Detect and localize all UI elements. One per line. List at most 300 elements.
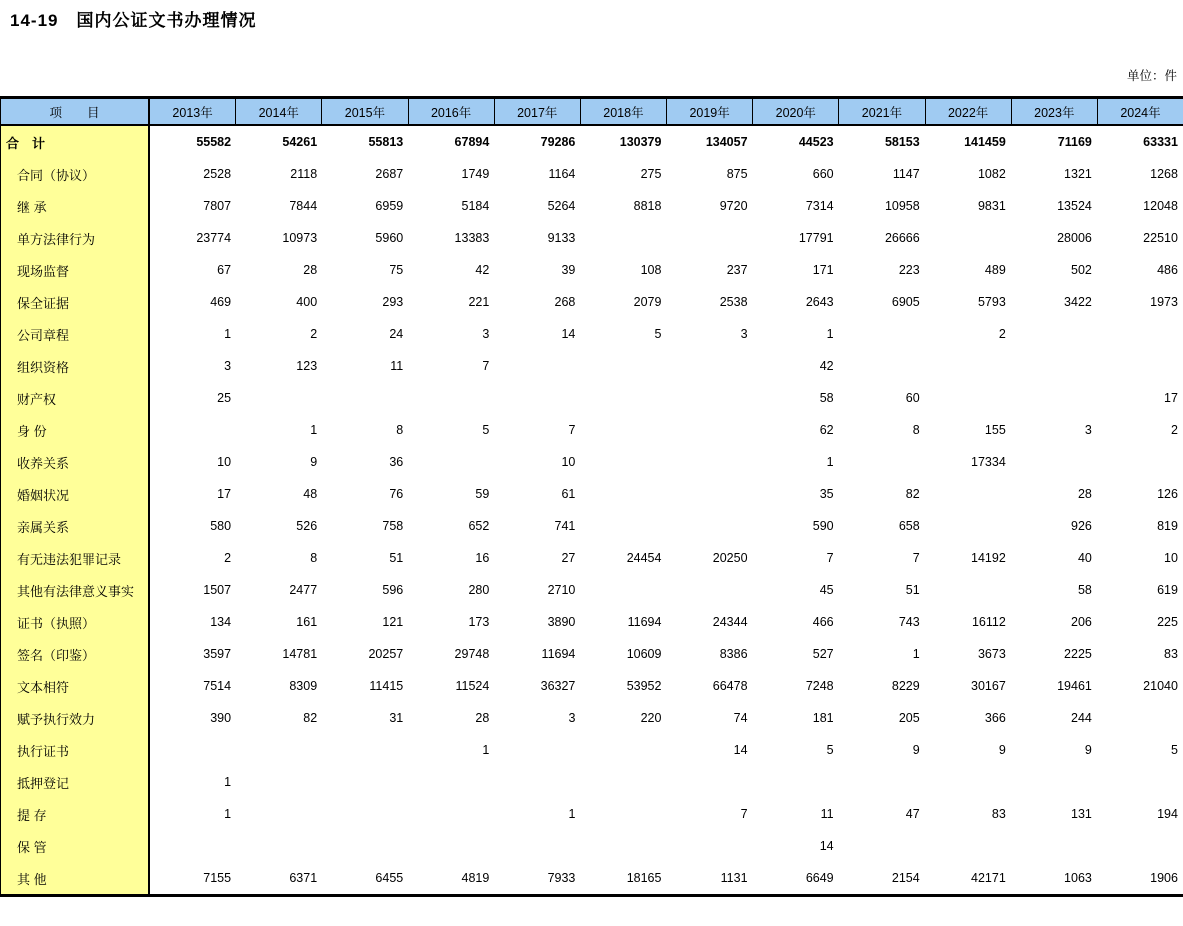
cell-value: 45 (819, 583, 834, 597)
cell-value (322, 382, 408, 414)
cell-value: 42 (819, 359, 834, 373)
column-header-year-12: 2024年 (1120, 105, 1161, 120)
cell-value: 10 (561, 455, 576, 469)
row-label: 有无违法犯罪记录 (1, 542, 150, 574)
cell-value: 5184 (461, 199, 490, 213)
cell-value: 1147 (892, 167, 920, 181)
cell-value: 2643 (805, 295, 834, 309)
cell-value: 82 (303, 711, 318, 725)
cell-value: 13524 (1057, 199, 1092, 213)
cell-value: 7155 (203, 871, 232, 885)
cell-value: 11 (390, 359, 404, 373)
cell-value: 28 (475, 711, 490, 725)
cell-value: 108 (640, 263, 662, 277)
cell-value: 5 (482, 423, 490, 437)
table-row (1, 510, 1183, 542)
cell-value: 28006 (1057, 231, 1092, 245)
cell-value: 926 (1071, 519, 1092, 533)
cell-value: 16 (475, 551, 490, 565)
cell-value: 1 (826, 455, 834, 469)
cell-value: 1082 (977, 167, 1006, 181)
column-header-year-1: 2013年 (150, 99, 236, 124)
cell-value: 400 (296, 295, 318, 309)
cell-value: 26666 (884, 231, 920, 245)
cell-value: 205 (898, 711, 920, 725)
cell-value: 134 (210, 615, 232, 629)
cell-value: 28 (1077, 487, 1092, 501)
table-row (1, 286, 1183, 318)
cell-value: 58 (1077, 583, 1092, 597)
table-row (1, 350, 1183, 382)
cell-value: 44523 (798, 135, 834, 149)
cell-value: 7514 (203, 679, 232, 693)
cell-value: 527 (812, 647, 834, 661)
cell-value: 53952 (626, 679, 662, 693)
cell-value: 758 (382, 519, 404, 533)
cell-value: 366 (984, 711, 1006, 725)
cell-value: 161 (296, 615, 318, 629)
cell-value (580, 510, 666, 542)
table-row (1, 670, 1183, 702)
cell-value: 19461 (1057, 679, 1092, 693)
cell-value: 11524 (455, 679, 490, 693)
cell-value: 3 (1084, 423, 1092, 437)
cell-value: 293 (382, 295, 404, 309)
cell-value: 7807 (203, 199, 232, 213)
row-label: 收养关系 (1, 446, 150, 478)
cell-value: 3890 (547, 615, 576, 629)
cell-value: 466 (812, 615, 834, 629)
cell-value: 131 (1071, 807, 1092, 821)
cell-value: 14192 (971, 551, 1006, 565)
cell-value: 14 (733, 743, 748, 757)
cell-value: 486 (1157, 263, 1178, 277)
cell-value: 36327 (540, 679, 576, 693)
cell-value: 1 (482, 743, 490, 757)
cell-value: 3 (568, 711, 576, 725)
cell-value (150, 414, 236, 446)
cell-value (494, 382, 580, 414)
cell-value: 2 (224, 551, 232, 565)
cell-value (925, 574, 1011, 606)
table-row (1, 318, 1183, 350)
cell-value (236, 798, 322, 830)
cell-value: 875 (726, 167, 748, 181)
cell-value: 1268 (1150, 167, 1178, 181)
cell-value: 619 (1157, 583, 1178, 597)
table-row (1, 638, 1183, 670)
cell-value: 83 (991, 807, 1006, 821)
cell-value: 2710 (547, 583, 576, 597)
cell-value: 62 (819, 423, 834, 437)
cell-value: 20257 (368, 647, 404, 661)
cell-value: 10609 (626, 647, 662, 661)
cell-value (666, 510, 752, 542)
table-row (1, 446, 1183, 478)
cell-value: 61 (561, 487, 576, 501)
cell-value: 123 (296, 359, 318, 373)
cell-value: 171 (812, 263, 834, 277)
cell-value: 1906 (1150, 871, 1178, 885)
cell-value: 3597 (203, 647, 232, 661)
cell-value: 121 (382, 615, 404, 629)
cell-value: 2477 (289, 583, 318, 597)
row-label: 公司章程 (1, 318, 150, 350)
cell-value (1011, 350, 1097, 382)
cell-value (1011, 766, 1097, 798)
row-label: 赋予执行效力 (1, 702, 150, 734)
cell-value (1011, 382, 1097, 414)
row-label: 执行证书 (1, 734, 150, 766)
table-row (1, 606, 1183, 638)
cell-value: 5 (654, 327, 662, 341)
cell-value: 155 (984, 423, 1006, 437)
cell-value: 2154 (891, 871, 920, 885)
cell-value: 10 (217, 455, 232, 469)
cell-value (236, 734, 322, 766)
cell-value: 9 (1084, 743, 1092, 757)
cell-value: 502 (1071, 263, 1092, 277)
row-label: 继 承 (1, 190, 150, 222)
row-label: 组织资格 (1, 350, 150, 382)
table-number: 14-19 (10, 11, 59, 30)
cell-value (236, 830, 322, 862)
cell-value: 225 (1157, 615, 1178, 629)
cell-value (580, 830, 666, 862)
cell-value: 1 (912, 647, 920, 661)
cell-value: 1164 (548, 167, 576, 181)
cell-value: 2 (310, 327, 318, 341)
cell-value: 743 (898, 615, 920, 629)
cell-value: 237 (726, 263, 748, 277)
cell-value: 2 (998, 327, 1006, 341)
cell-value: 67 (217, 263, 232, 277)
cell-value (839, 318, 925, 350)
table-row (1, 414, 1183, 446)
cell-value: 11694 (541, 647, 576, 661)
table-row (1, 126, 1183, 158)
cell-value: 126 (1157, 487, 1178, 501)
cell-value: 7 (740, 807, 748, 821)
cell-value: 58 (819, 391, 834, 405)
cell-value: 17334 (971, 455, 1006, 469)
cell-value: 22510 (1143, 231, 1178, 245)
cell-value (1097, 350, 1183, 382)
cell-value: 9 (310, 455, 318, 469)
cell-value (753, 766, 839, 798)
cell-value: 3422 (1064, 295, 1092, 309)
cell-value: 1 (568, 807, 576, 821)
cell-value: 7933 (547, 871, 576, 885)
cell-value: 194 (1157, 807, 1178, 821)
cell-value (666, 478, 752, 510)
cell-value (925, 350, 1011, 382)
cell-value: 29748 (454, 647, 490, 661)
cell-value: 31 (389, 711, 404, 725)
cell-value: 1321 (1064, 167, 1092, 181)
cell-value (408, 446, 494, 478)
cell-value: 59 (475, 487, 490, 501)
row-label: 证书（执照） (1, 606, 150, 638)
row-label: 其 他 (1, 862, 150, 894)
cell-value: 24344 (712, 615, 748, 629)
column-header-year-10: 2022年 (926, 99, 1012, 124)
cell-value (580, 382, 666, 414)
cell-value: 223 (898, 263, 920, 277)
cell-value: 82 (905, 487, 920, 501)
cell-value (580, 734, 666, 766)
cell-value: 18165 (626, 871, 662, 885)
cell-value: 24 (389, 327, 404, 341)
column-header-year-11: 2023年 (1012, 99, 1098, 124)
cell-value (666, 766, 752, 798)
cell-value: 6905 (891, 295, 920, 309)
table-row (1, 862, 1183, 894)
cell-value: 3 (224, 359, 232, 373)
cell-value (494, 350, 580, 382)
cell-value: 1749 (461, 167, 490, 181)
cell-value (408, 766, 494, 798)
cell-value: 9133 (547, 231, 576, 245)
cell-value: 596 (382, 583, 404, 597)
table-row (1, 702, 1183, 734)
cell-value (408, 382, 494, 414)
table-row (1, 478, 1183, 510)
cell-value: 20250 (712, 551, 748, 565)
column-header-year-9: 2021年 (839, 99, 925, 124)
cell-value (1097, 446, 1183, 478)
cell-value: 489 (984, 263, 1006, 277)
cell-value: 10958 (884, 199, 920, 213)
cell-value: 580 (210, 519, 232, 533)
table-header-row (1, 99, 1183, 126)
row-label: 提 存 (1, 798, 150, 830)
cell-value (666, 830, 752, 862)
row-label: 保全证据 (1, 286, 150, 318)
cell-value: 741 (554, 519, 576, 533)
row-label: 财产权 (1, 382, 150, 414)
cell-value: 27 (561, 551, 576, 565)
column-header-year-5: 2017年 (495, 99, 581, 124)
cell-value: 220 (640, 711, 662, 725)
cell-value: 39 (561, 263, 576, 277)
cell-value: 9720 (719, 199, 748, 213)
cell-value: 658 (898, 519, 920, 533)
cell-value: 1 (224, 775, 232, 789)
cell-value: 7 (912, 551, 920, 565)
cell-value: 2687 (375, 167, 404, 181)
cell-value (494, 734, 580, 766)
cell-value: 5264 (547, 199, 576, 213)
page-title (10, 6, 256, 31)
cell-value: 17 (217, 487, 232, 501)
cell-value (408, 830, 494, 862)
cell-value (494, 830, 580, 862)
cell-value: 25 (217, 391, 232, 405)
cell-value: 13383 (454, 231, 490, 245)
cell-value (839, 766, 925, 798)
table-row (1, 734, 1183, 766)
cell-value: 6371 (289, 871, 318, 885)
cell-value: 221 (468, 295, 490, 309)
cell-value: 2 (1170, 423, 1178, 437)
cell-value (1097, 830, 1183, 862)
cell-value (925, 222, 1011, 254)
cell-value: 24454 (626, 551, 662, 565)
cell-value: 244 (1071, 711, 1092, 725)
cell-value: 10 (1164, 551, 1178, 565)
cell-value: 8386 (719, 647, 748, 661)
cell-value: 55813 (368, 135, 404, 149)
cell-value: 5 (1170, 743, 1178, 757)
cell-value: 6455 (375, 871, 404, 885)
cell-value (322, 734, 408, 766)
cell-value (580, 222, 666, 254)
cell-value: 28 (303, 263, 318, 277)
cell-value: 79286 (540, 135, 576, 149)
cell-value: 181 (812, 711, 834, 725)
column-header-year-7: 2019年 (667, 99, 753, 124)
cell-value (494, 766, 580, 798)
cell-value: 130379 (619, 135, 662, 149)
cell-value: 3 (740, 327, 748, 341)
cell-value (322, 830, 408, 862)
cell-value: 819 (1157, 519, 1178, 533)
cell-value: 469 (210, 295, 232, 309)
table-row (1, 798, 1183, 830)
column-header-year-3: 2015年 (322, 99, 408, 124)
cell-value: 36 (389, 455, 404, 469)
cell-value: 652 (468, 519, 490, 533)
cell-value (580, 446, 666, 478)
cell-value: 21040 (1143, 679, 1178, 693)
table-title-text: 国内公证文书办理情况 (76, 11, 257, 30)
cell-value (1097, 766, 1183, 798)
column-header-year-6: 2018年 (581, 99, 667, 124)
column-header-item: 项 目 (1, 99, 150, 124)
cell-value (1097, 702, 1183, 734)
cell-value: 10973 (282, 231, 318, 245)
cell-value: 1063 (1064, 871, 1092, 885)
cell-value: 63331 (1143, 135, 1178, 149)
cell-value: 7314 (805, 199, 834, 213)
cell-value: 23774 (196, 231, 232, 245)
cell-value: 14 (819, 839, 834, 853)
cell-value: 590 (812, 519, 834, 533)
cell-value (580, 798, 666, 830)
cell-value: 60 (905, 391, 920, 405)
table-row (1, 574, 1183, 606)
cell-value: 7844 (289, 199, 318, 213)
cell-value (1011, 446, 1097, 478)
cell-value: 1973 (1150, 295, 1178, 309)
cell-value: 40 (1077, 551, 1092, 565)
table-row (1, 222, 1183, 254)
cell-value: 74 (733, 711, 748, 725)
column-header-year-2: 2014年 (236, 99, 322, 124)
table-row (1, 190, 1183, 222)
cell-value: 47 (905, 807, 920, 821)
cell-value: 8 (912, 423, 920, 437)
cell-value: 268 (554, 295, 576, 309)
row-label: 婚姻状况 (1, 478, 150, 510)
row-label: 文本相符 (1, 670, 150, 702)
cell-value: 12048 (1143, 199, 1178, 213)
table-row (1, 254, 1183, 286)
cell-value: 17791 (798, 231, 834, 245)
cell-value: 5960 (375, 231, 404, 245)
cell-value (322, 766, 408, 798)
cell-value: 206 (1071, 615, 1092, 629)
cell-value (839, 830, 925, 862)
data-table (0, 96, 1183, 897)
cell-value: 2118 (290, 167, 318, 181)
cell-value: 1 (224, 807, 232, 821)
cell-value: 8229 (891, 679, 920, 693)
cell-value (1011, 318, 1097, 350)
table-body (1, 126, 1183, 894)
cell-value: 8 (396, 423, 404, 437)
cell-value: 280 (468, 583, 490, 597)
cell-value: 7 (826, 551, 834, 565)
cell-value: 2225 (1064, 647, 1092, 661)
cell-value: 9831 (977, 199, 1006, 213)
cell-value (1097, 318, 1183, 350)
cell-value: 42171 (971, 871, 1006, 885)
cell-value: 16112 (971, 615, 1006, 629)
cell-value: 141459 (964, 135, 1006, 149)
cell-value: 526 (296, 519, 318, 533)
cell-value: 11694 (627, 615, 662, 629)
cell-value: 58153 (884, 135, 920, 149)
cell-value: 2538 (719, 295, 748, 309)
cell-value (666, 222, 752, 254)
unit-label: 单位：件 (1126, 69, 1177, 83)
cell-value (580, 478, 666, 510)
cell-value: 9 (998, 743, 1006, 757)
cell-value (150, 830, 236, 862)
cell-value: 5793 (977, 295, 1006, 309)
cell-value (839, 350, 925, 382)
row-label: 身 份 (1, 414, 150, 446)
cell-value (236, 766, 322, 798)
cell-value (925, 510, 1011, 542)
table-row (1, 830, 1183, 862)
cell-value: 7248 (805, 679, 834, 693)
cell-value (580, 350, 666, 382)
row-label: 亲属关系 (1, 510, 150, 542)
cell-value: 71169 (1057, 135, 1092, 149)
cell-value: 54261 (282, 135, 318, 149)
cell-value (925, 766, 1011, 798)
cell-value (666, 414, 752, 446)
column-header-year-4: 2016年 (409, 99, 495, 124)
row-label: 单方法律行为 (1, 222, 150, 254)
cell-value: 7 (482, 359, 490, 373)
table-row (1, 766, 1183, 798)
cell-value: 8 (310, 551, 318, 565)
cell-value (580, 574, 666, 606)
row-label: 现场监督 (1, 254, 150, 286)
cell-value: 14781 (282, 647, 318, 661)
row-label: 合同（协议） (1, 158, 150, 190)
cell-value: 6959 (375, 199, 404, 213)
cell-value: 17 (1164, 391, 1178, 405)
cell-value: 7 (568, 423, 576, 437)
cell-value: 66478 (712, 679, 748, 693)
cell-value (925, 382, 1011, 414)
cell-value: 14 (561, 327, 576, 341)
